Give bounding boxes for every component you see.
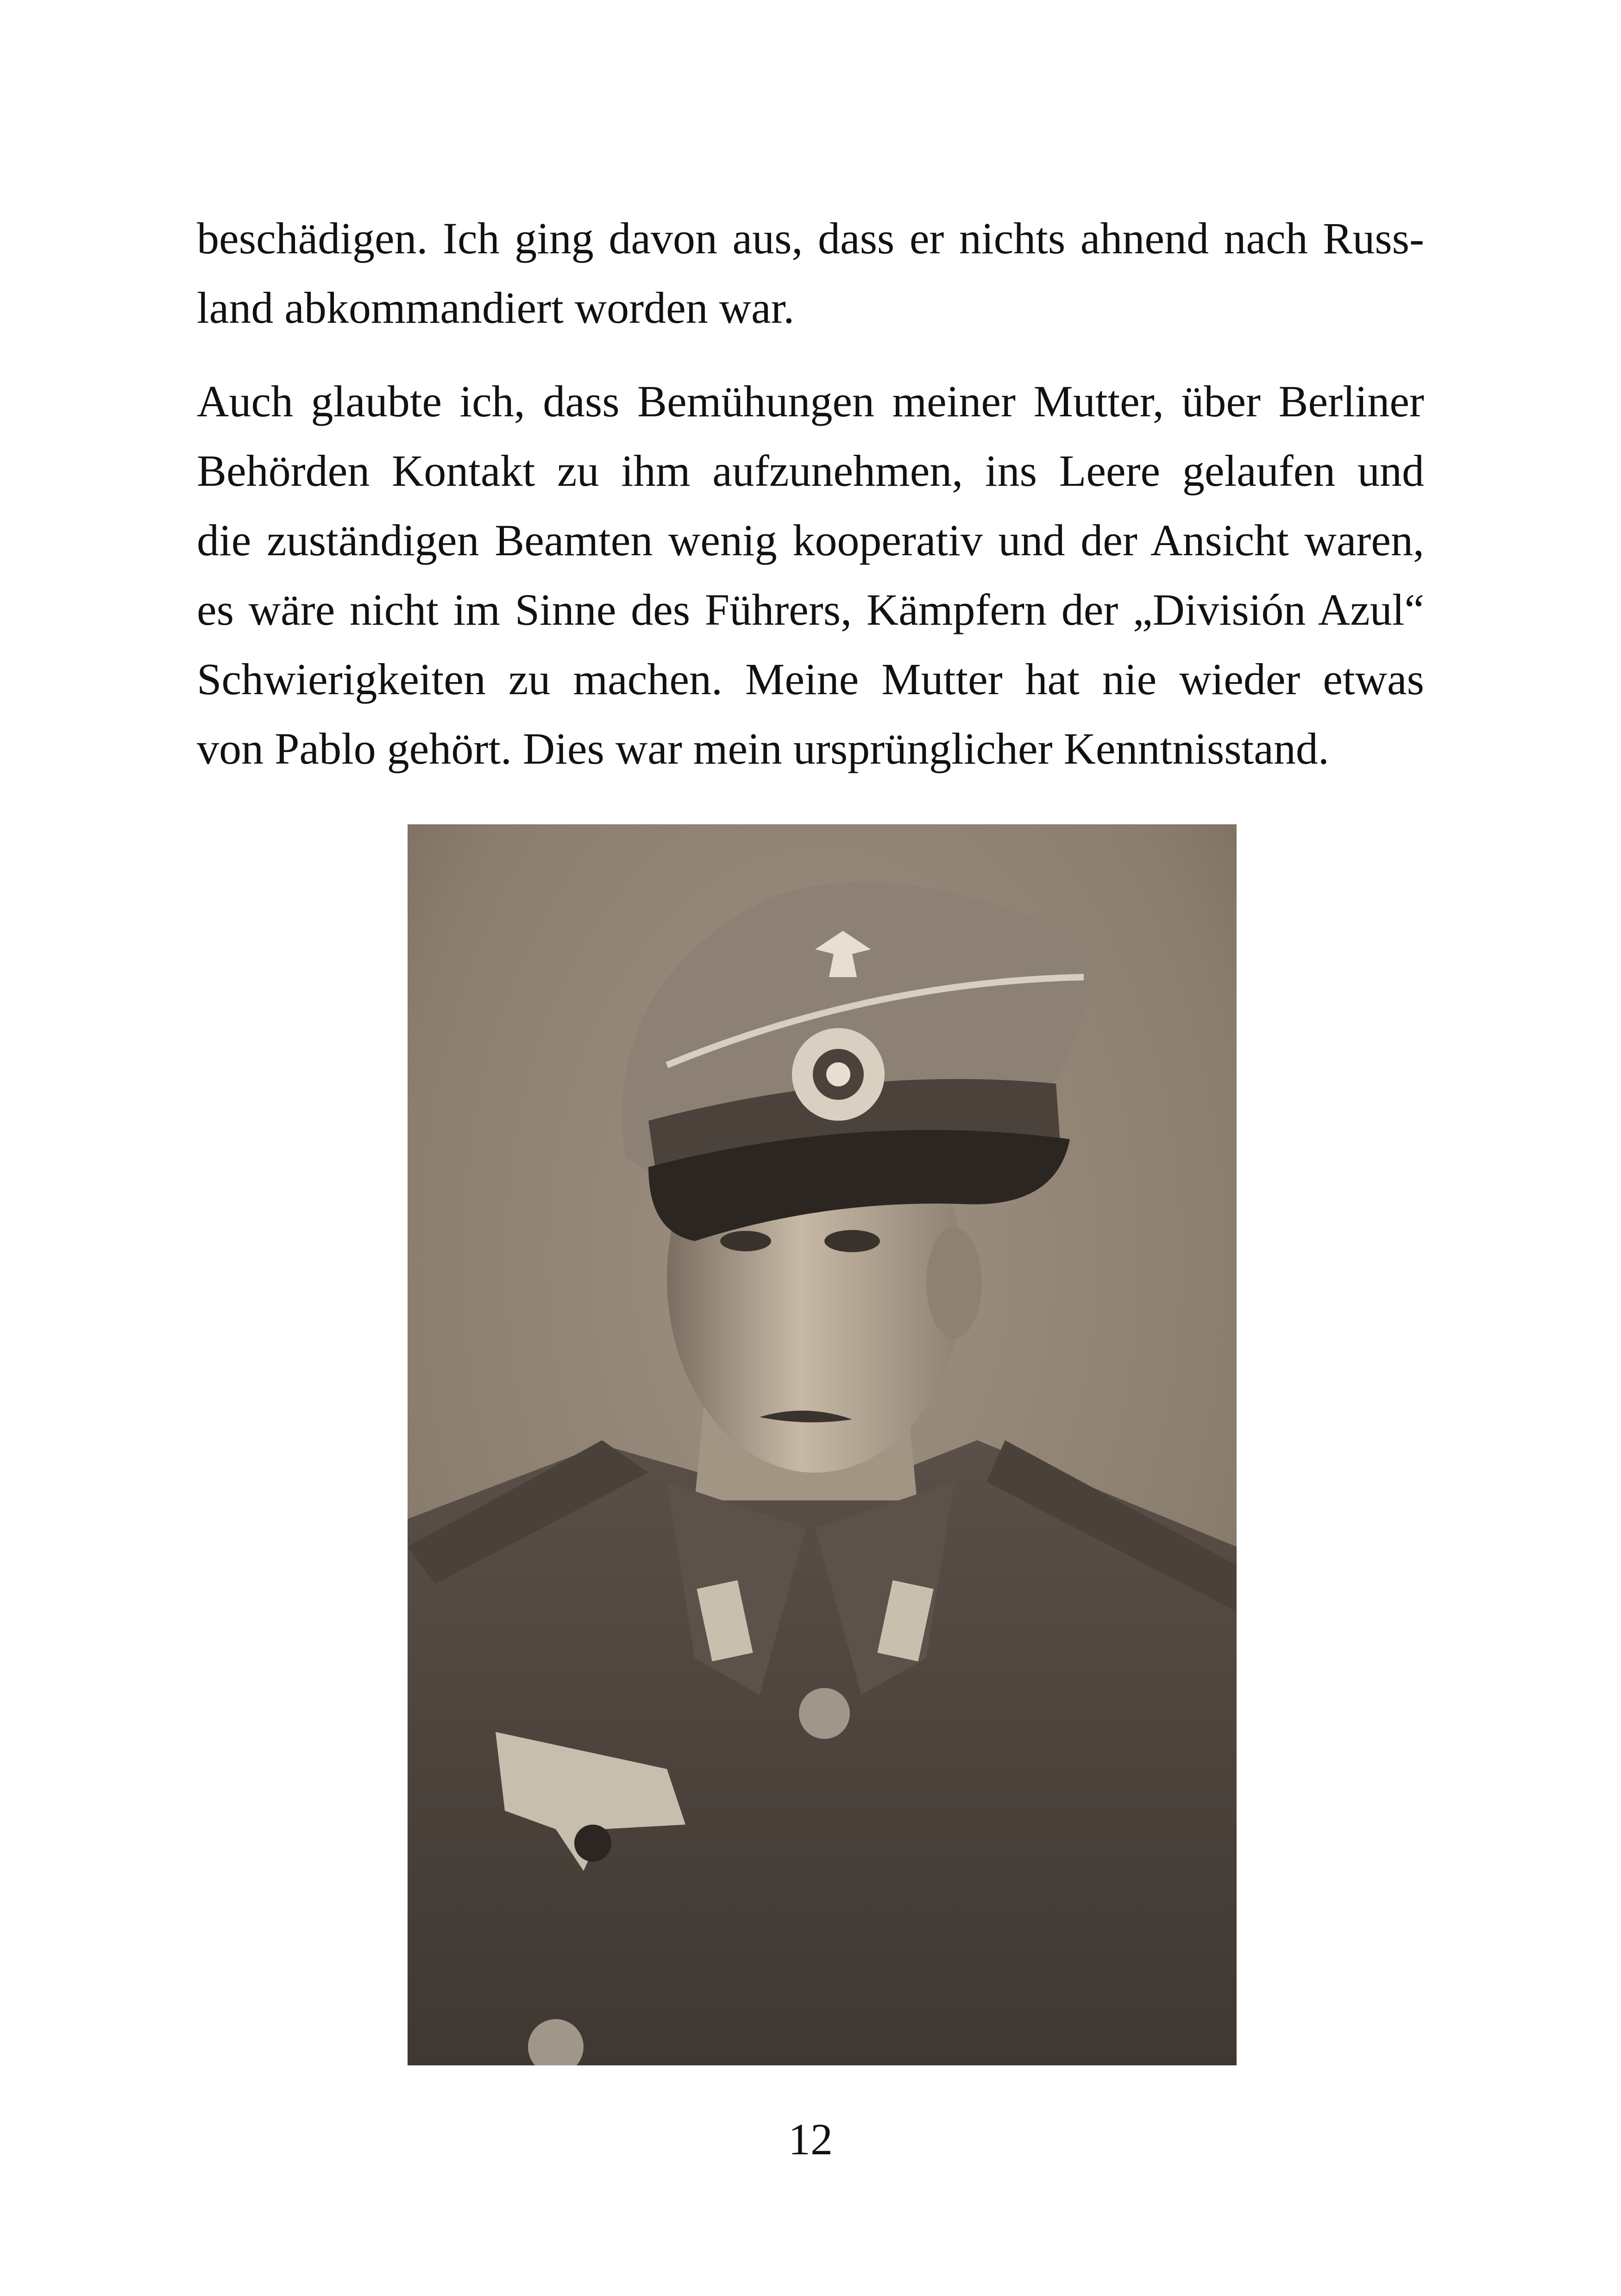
text-line: die zuständigen Beamten wenig kooperativ und der Ansicht waren, [197,515,1424,565]
text-line: Auch glaubte ich, dass Bemühungen meiner Mutter, über Berliner [197,376,1424,426]
text-line: Schwierigkeiten zu machen. Meine Mutter hat nie wieder etwas [197,654,1424,704]
text-line: land abkommandiert worden war. [197,283,795,332]
portrait-photo-icon [408,824,1237,2065]
body-text [197,204,1424,784]
text-line: Behörden Kontakt zu ihm aufzunehmen, ins Leere gelaufen und [197,446,1424,496]
text-line: von Pablo gehört. Dies war mein ursprünglicher Kenntnisstand. [197,724,1329,773]
text-line: es wäre nicht im Sinne des Führers, Kämpfern der „División Azul“ [197,585,1424,634]
paragraph-2 [197,367,1424,784]
page-number: 12 [788,2114,833,2164]
text-line: beschädigen. Ich ging davon aus, dass er nichts ahnend nach Russ- [197,213,1424,263]
portrait-photo [408,824,1237,2065]
paragraph-spacer [197,343,1424,367]
paragraph-1 [197,204,1424,343]
